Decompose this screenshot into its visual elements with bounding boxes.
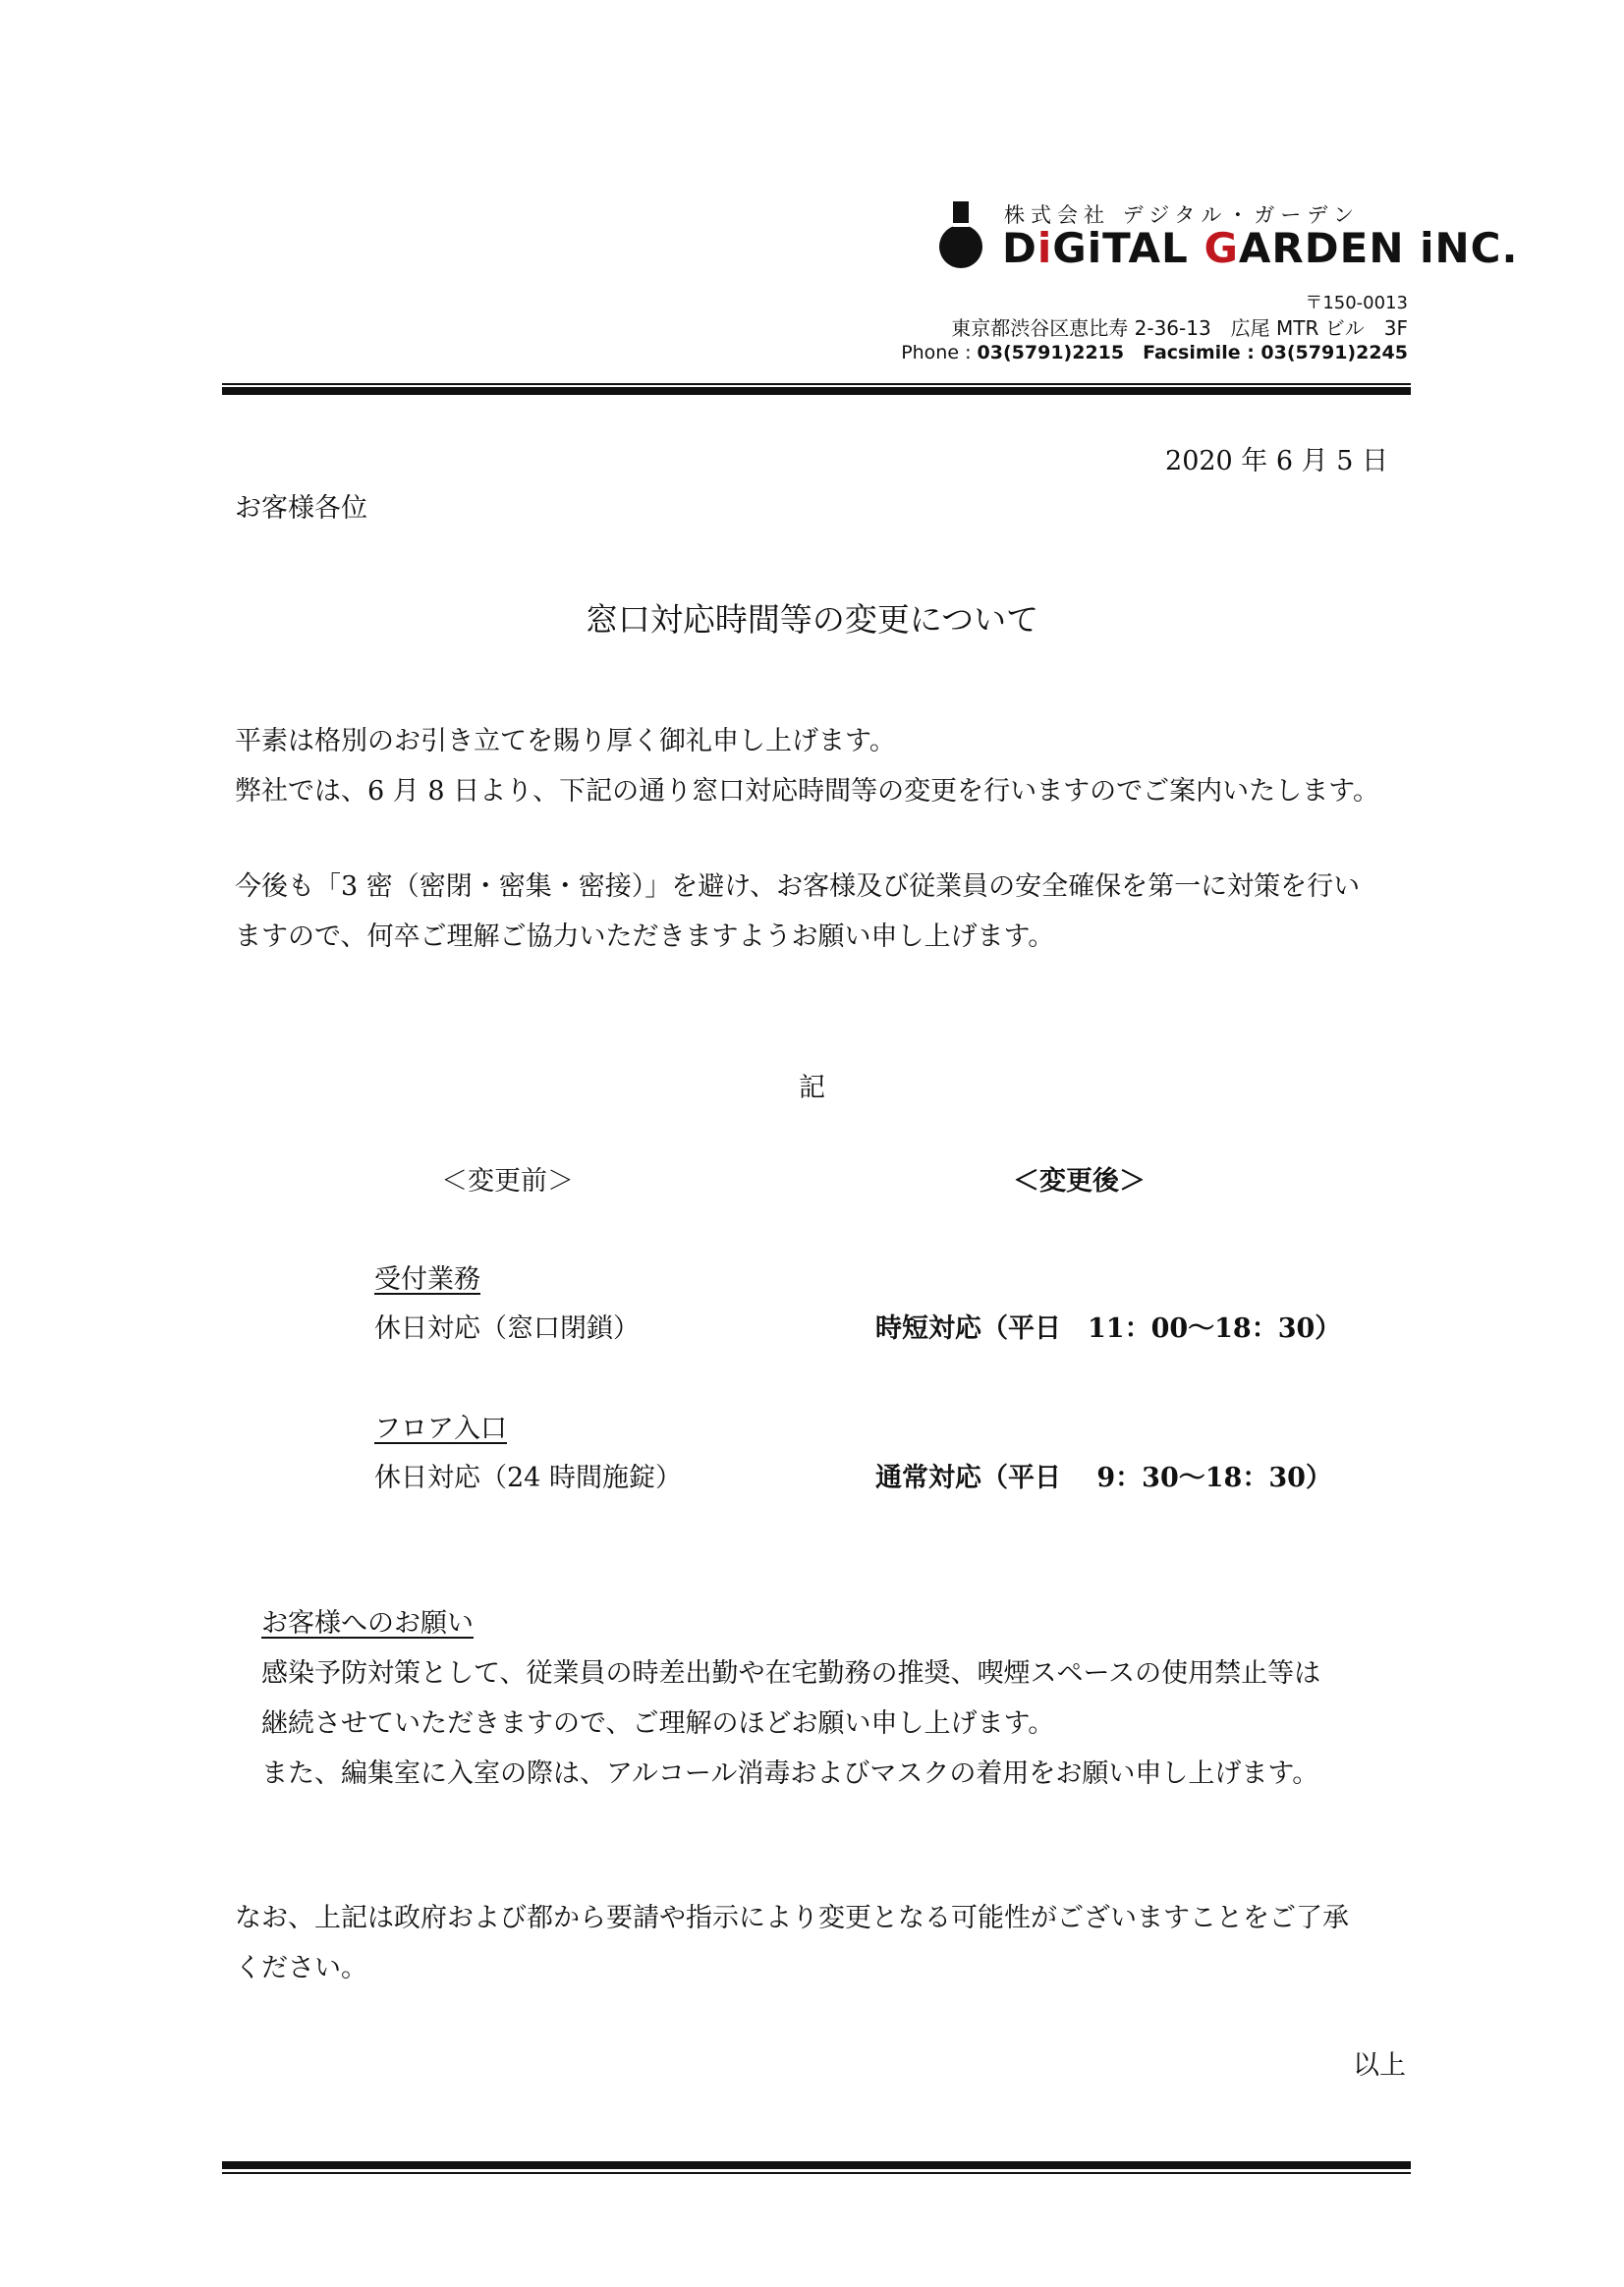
section-after-reception: 時短対応（平日 11：00〜18：30） <box>875 1313 1342 1344</box>
fax-number: 03(5791)2245 <box>1260 342 1408 363</box>
body-line: 弊社では、6 月 8 日より、下記の通り窓口対応時間等の変更を行いますのでご案内いたします。 <box>235 776 1379 807</box>
company-logo-icon <box>938 201 983 270</box>
section-before-floor-entrance: 休日対応（24 時間施錠） <box>374 1463 682 1493</box>
ki-heading: 記 <box>799 1073 825 1103</box>
request-line: 継続させていただきますので、ご理解のほどお願い申し上げます。 <box>261 1708 1055 1739</box>
body-line: 平素は格別のお引き立てを賜り厚く御礼申し上げます。 <box>235 726 896 756</box>
postal-code: 〒150-0013 <box>1305 293 1408 313</box>
phone-label: Phone : <box>901 342 978 363</box>
note-line: なお、上記は政府および都から要請や指示により変更となる可能性がございますことをご了承 <box>235 1903 1349 1933</box>
section-label-floor-entrance: フロア入口 <box>374 1414 507 1444</box>
page-title: 窓口対応時間等の変更について <box>585 600 1039 639</box>
section-before-reception: 休日対応（窓口閉鎖） <box>374 1313 640 1344</box>
body-line: 今後も「3 密（密閉・密集・密接）」を避け、お客様及び従業員の安全確保を第一に対策を行い <box>235 871 1361 902</box>
contact-line <box>901 342 1408 363</box>
header-rule-thick <box>222 387 1411 395</box>
company-name-logotype: DiGiTAL GARDEN iNC. <box>1002 224 1519 272</box>
footer-rule-thin <box>222 2172 1411 2174</box>
after-change-heading: ＜変更後＞ <box>1013 1166 1146 1197</box>
company-name-kana: 株式会社 デジタル・ガーデン <box>1004 203 1360 227</box>
body-line: ますので、何卒ご理解ご協力いただきますようお願い申し上げます。 <box>235 921 1055 952</box>
company-address: 東京都渋谷区恵比寿 2-36-13 広尾 MTR ビル 3F <box>951 316 1408 340</box>
section-label-reception: 受付業務 <box>374 1264 480 1295</box>
header-rule-thin <box>222 383 1411 385</box>
fax-label: Facsimile : <box>1143 342 1261 363</box>
note-line: ください。 <box>235 1953 367 1983</box>
request-heading: お客様へのお願い <box>261 1608 474 1639</box>
letter-date: 2020 年 6 月 5 日 <box>1165 446 1388 476</box>
phone-number: 03(5791)2215 <box>977 342 1125 363</box>
request-line: 感染予防対策として、従業員の時差出勤や在宅勤務の推奨、喫煙スペースの使用禁止等は <box>261 1658 1321 1689</box>
salutation: お客様各位 <box>235 493 367 524</box>
before-change-heading: ＜変更前＞ <box>441 1166 574 1197</box>
footer-rule-thick <box>222 2161 1411 2169</box>
section-after-floor-entrance: 通常対応（平日 9：30〜18：30） <box>875 1463 1332 1493</box>
request-line: また、編集室に入室の際は、アルコール消毒およびマスクの着用をお願い申し上げます。 <box>261 1758 1319 1789</box>
closing-ijo: 以上 <box>1353 2050 1406 2081</box>
